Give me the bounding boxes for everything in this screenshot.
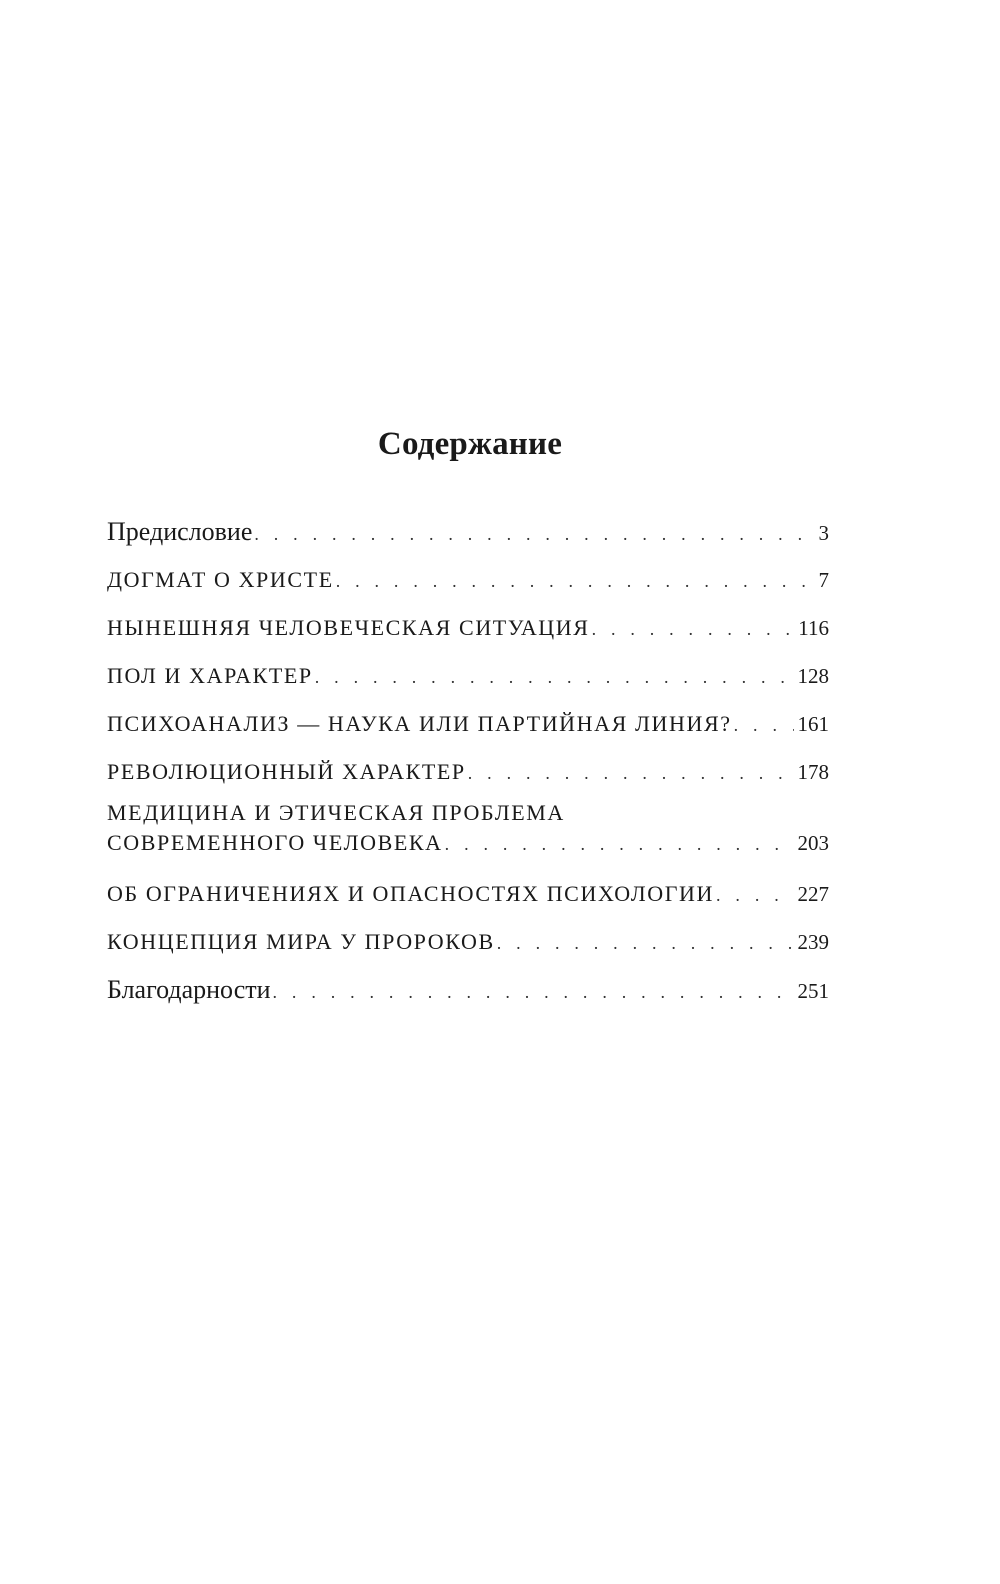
toc-entry-label-line2: СОВРЕМЕННОГО ЧЕЛОВЕКА (107, 830, 443, 855)
dot-leader (497, 921, 794, 965)
toc-entry-label: ПОЛ И ХАРАКТЕР (107, 663, 313, 688)
dot-leader (445, 829, 794, 859)
toc-entry-revolutionary[interactable] (107, 750, 829, 794)
toc-entry-label: ДОГМАТ О ХРИСТЕ (107, 567, 334, 592)
toc-entry-page: 251 (797, 979, 829, 1003)
toc-entry-page: 128 (797, 664, 829, 688)
toc-entry-label: Предисловие (107, 517, 253, 546)
dot-leader (254, 512, 814, 556)
toc-entry-label: ОБ ОГРАНИЧЕНИЯХ И ОПАСНОСТЯХ ПСИХОЛОГИИ (107, 881, 715, 906)
toc-entry-psychology-limits[interactable] (107, 872, 829, 916)
toc-entry-label-line1: МЕДИЦИНА И ЭТИЧЕСКАЯ ПРОБЛЕМА (107, 800, 565, 825)
toc-entry-psychoanalysis[interactable] (107, 702, 829, 746)
toc-entry-page: 7 (818, 568, 829, 592)
toc-entry-label: НЫНЕШНЯЯ ЧЕЛОВЕЧЕСКАЯ СИТУАЦИЯ (107, 615, 590, 640)
dot-leader (734, 703, 794, 747)
toc-entry-medicine[interactable] (107, 798, 829, 862)
toc-entry-situation[interactable] (107, 606, 829, 650)
toc-entry-acknowledgements[interactable] (107, 968, 829, 1012)
toc-entry-page: 178 (797, 760, 829, 784)
toc-entry-page: 239 (797, 930, 829, 954)
toc-entry-label: РЕВОЛЮЦИОННЫЙ ХАРАКТЕР (107, 759, 466, 784)
toc-entry-page: 227 (797, 882, 829, 906)
toc-entry-page: 116 (798, 616, 829, 640)
toc-entry-preface[interactable] (107, 510, 829, 554)
dot-leader (468, 751, 794, 795)
page-title: Содержание (377, 426, 563, 462)
dot-leader (716, 873, 793, 917)
toc-entry-page: 203 (797, 831, 829, 855)
toc-entry-label: КОНЦЕПЦИЯ МИРА У ПРОРОКОВ (107, 929, 495, 954)
toc-entry-page: 161 (797, 712, 829, 736)
dot-leader (592, 607, 795, 651)
toc-entry-label: Благодарности (107, 975, 271, 1004)
dot-leader (273, 970, 794, 1014)
table-of-contents (107, 510, 829, 1016)
toc-entry-dogma[interactable] (107, 558, 829, 602)
dot-leader (336, 559, 815, 603)
toc-entry-label: ПСИХОАНАЛИЗ — НАУКА ИЛИ ПАРТИЙНАЯ ЛИНИЯ? (107, 711, 732, 736)
dot-leader (315, 655, 794, 699)
toc-entry-page: 3 (818, 521, 829, 545)
toc-entry-sex-character[interactable] (107, 654, 829, 698)
toc-entry-prophets[interactable] (107, 920, 829, 964)
